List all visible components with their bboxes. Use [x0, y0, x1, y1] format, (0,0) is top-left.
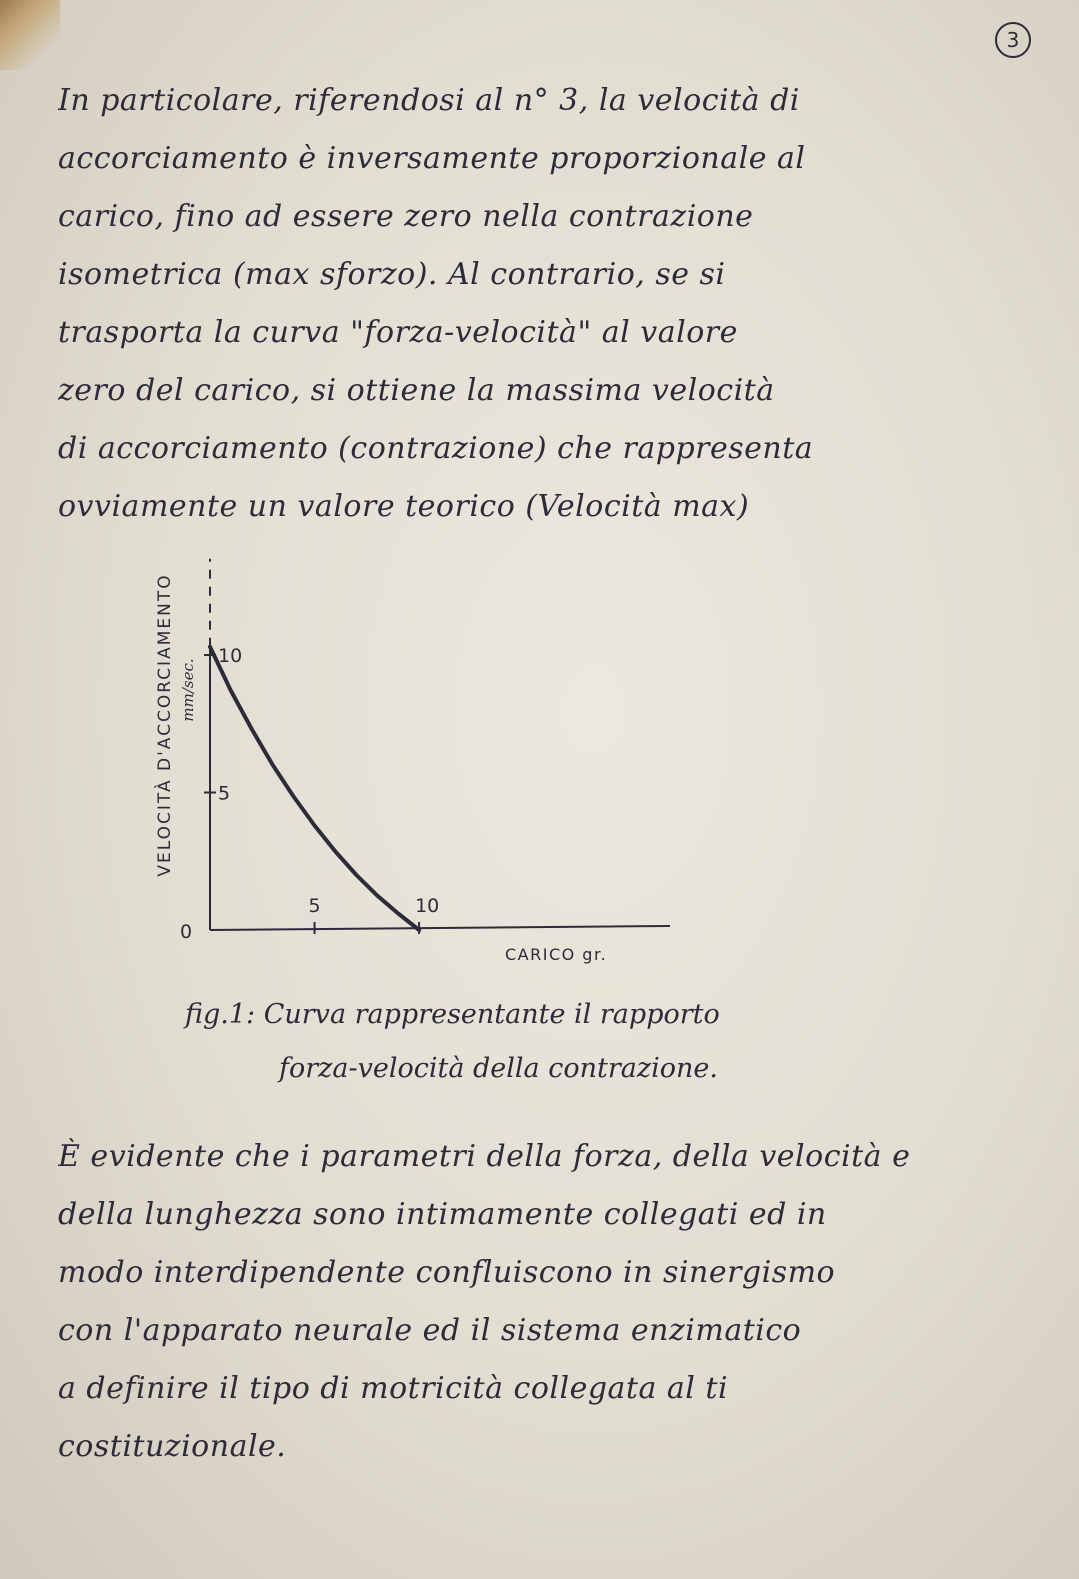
force-velocity-curve	[210, 647, 419, 930]
x-tick-label: 10	[415, 895, 440, 917]
text-line: modo interdipendente confluiscono in sinergismo	[58, 1255, 836, 1290]
caption-line-2: forza-velocità della contrazione.	[279, 1053, 718, 1084]
text-line: a definire il tipo di motricità collegata al ti	[58, 1371, 729, 1406]
text-line: zero del carico, si ottiene la massima velocità	[58, 373, 775, 408]
y-tick-label: 10	[218, 645, 243, 667]
text-line: accorciamento è inversamente proporzionale al	[58, 141, 806, 176]
figure-caption	[185, 988, 885, 1096]
text-line: isometrica (max sforzo). Al contrario, se si	[58, 257, 726, 292]
origin-label: 0	[180, 921, 193, 943]
text-line: costituzionale.	[58, 1429, 287, 1464]
text-line: trasporta la curva "forza-velocità" al valore	[58, 315, 738, 350]
text-line: In particolare, riferendosi al n° 3, la velocità di	[58, 83, 800, 118]
paragraph-conclusion	[58, 1128, 1067, 1476]
x-axis-title: CARICO gr.	[505, 945, 608, 964]
paper-stain	[0, 0, 60, 70]
text-line: ovviamente un valore teorico (Velocità max)	[58, 489, 750, 524]
force-velocity-chart	[150, 545, 710, 965]
text-line: È evidente che i parametri della forza, della velocità e	[58, 1139, 911, 1174]
text-line: della lunghezza sono intimamente collegati ed in	[58, 1197, 827, 1232]
caption-line-1: fig.1: Curva rappresentante il rapporto	[185, 999, 720, 1030]
text-line: di accorciamento (contrazione) che rappresenta	[58, 431, 814, 466]
y-axis-title: VELOCITÀ D'ACCORCIAMENTO	[155, 573, 175, 877]
text-line: carico, fino ad essere zero nella contrazione	[58, 199, 754, 234]
x-axis-line	[210, 926, 670, 930]
force-velocity-figure	[150, 545, 710, 965]
x-tick-label: 5	[308, 895, 321, 917]
paragraph-intro	[58, 72, 1067, 536]
y-axis-unit-text: mm/sec.	[179, 658, 197, 722]
text-line: con l'apparato neurale ed il sistema enzimatico	[58, 1313, 802, 1348]
y-tick-label: 5	[218, 782, 231, 805]
page-number: 3	[995, 22, 1031, 58]
